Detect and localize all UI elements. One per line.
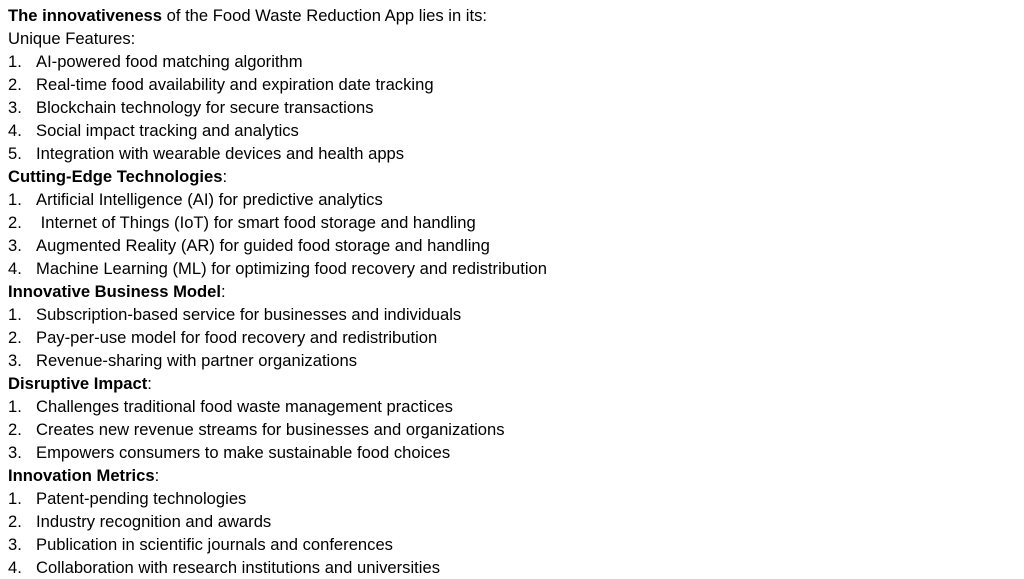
list-item-text: Social impact tracking and analytics: [36, 121, 299, 140]
list-item-text: Real-time food availability and expiration date tracking: [36, 75, 434, 94]
section-heading-colon: :: [154, 466, 160, 485]
list-item: [8, 303, 1008, 326]
list-item-text: Augmented Reality (AR) for guided food storage and handling: [36, 236, 490, 255]
list-item: [8, 211, 1008, 234]
list-item: [8, 96, 1008, 119]
section-heading: [8, 464, 1008, 487]
list-item-number: 3.: [8, 443, 22, 462]
list-item: [8, 142, 1008, 165]
section-heading: [8, 27, 1008, 50]
list-item: [8, 326, 1008, 349]
list-item-number: 3.: [8, 351, 22, 370]
section-heading: [8, 165, 1008, 188]
list-item-number: 2.: [8, 75, 22, 94]
section-heading-colon: :: [147, 374, 152, 393]
list-item-number: 1.: [8, 52, 22, 71]
section-heading-text: Disruptive Impact: [8, 374, 148, 393]
list-item-text: Empowers consumers to make sustainable food choices: [36, 443, 451, 462]
intro-bold-text: The innovativeness: [8, 6, 163, 25]
list-item: [8, 349, 1008, 372]
list-item-number: 2.: [8, 420, 22, 439]
list-item-text: Publication in scientific journals and conferences: [36, 535, 393, 554]
list-item-text: Integration with wearable devices and health apps: [36, 144, 405, 163]
intro-line: [8, 4, 1008, 27]
list-item-number: 2.: [8, 213, 22, 232]
list-item-number: 1.: [8, 489, 22, 508]
list-item-text: Machine Learning (ML) for optimizing food recovery and redistribution: [36, 259, 547, 278]
list-item-number: 2.: [8, 328, 22, 347]
list-item: [8, 73, 1008, 96]
list-item-text: Challenges traditional food waste management practices: [36, 397, 453, 416]
list-item-number: 2.: [8, 512, 22, 531]
section-heading-text: Innovation Metrics: [8, 466, 155, 485]
list-item-number: 4.: [8, 558, 22, 577]
list-item-number: 1.: [8, 190, 22, 209]
list-item-text: Revenue-sharing with partner organizations: [36, 351, 357, 370]
list-item: [8, 188, 1008, 211]
list-item-text: Subscription-based service for businesses and individuals: [36, 305, 462, 324]
section-heading-colon: :: [222, 167, 228, 186]
list-item-number: 3.: [8, 98, 22, 117]
list-item-number: 1.: [8, 397, 22, 416]
section-heading-colon: :: [221, 282, 226, 301]
list-item-text: Creates new revenue streams for businesses and organizations: [36, 420, 505, 439]
list-item: [8, 234, 1008, 257]
list-item-number: 4.: [8, 121, 22, 140]
list-item: [8, 395, 1008, 418]
list-item-text: Blockchain technology for secure transactions: [36, 98, 374, 117]
list-item-number: 3.: [8, 236, 22, 255]
list-item-text: Artificial Intelligence (AI) for predictive analytics: [36, 190, 383, 209]
list-item: [8, 257, 1008, 280]
list-item: [8, 418, 1008, 441]
list-item-number: 4.: [8, 259, 22, 278]
list-item-text: Industry recognition and awards: [36, 512, 272, 531]
list-item: [8, 50, 1008, 73]
sections-container: [8, 27, 1008, 579]
list-item-text: Patent-pending technologies: [36, 489, 247, 508]
list-item-text: AI-powered food matching algorithm: [36, 52, 303, 71]
section-heading-text: Innovative Business Model: [8, 282, 222, 301]
section-heading-text: Unique Features:: [8, 29, 136, 48]
slide-content: [8, 4, 1008, 579]
list-item: [8, 510, 1008, 533]
list-item: [8, 441, 1008, 464]
list-item-number: 1.: [8, 305, 22, 324]
section-heading: [8, 372, 1008, 395]
section-heading: [8, 280, 1008, 303]
list-item: [8, 119, 1008, 142]
intro-text: of the Food Waste Reduction App lies in its:: [162, 6, 487, 25]
section-heading-text: Cutting-Edge Technologies: [8, 167, 223, 186]
list-item-text: Collaboration with research institutions and universities: [36, 558, 440, 577]
list-item: [8, 533, 1008, 556]
list-item-number: 5.: [8, 144, 22, 163]
list-item: [8, 487, 1008, 510]
list-item-text: Internet of Things (IoT) for smart food storage and handling: [36, 213, 476, 232]
list-item-number: 3.: [8, 535, 22, 554]
list-item-text: Pay-per-use model for food recovery and redistribution: [36, 328, 438, 347]
